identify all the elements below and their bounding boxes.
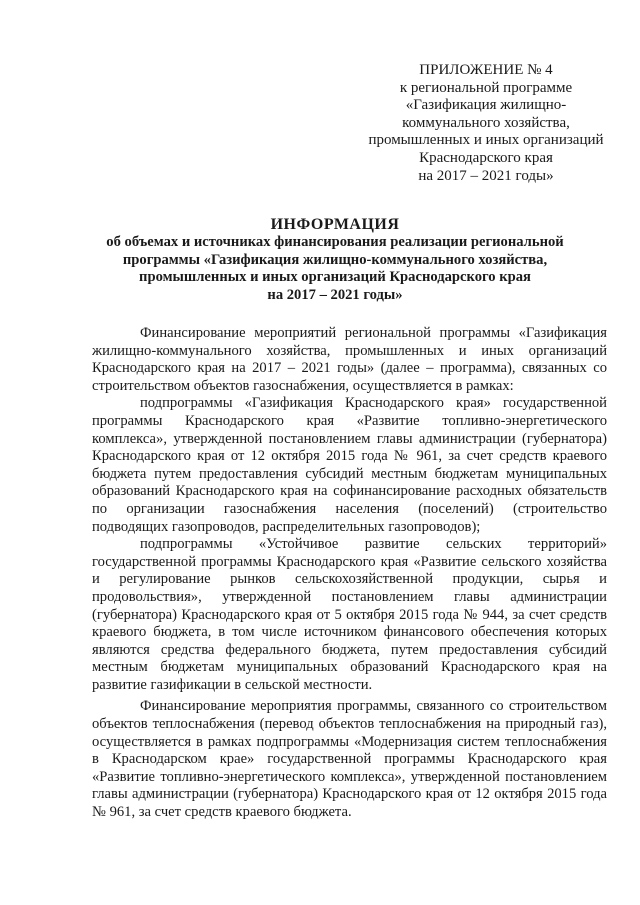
- title-line: об объемах и источниках финансирования реализации региональной: [106, 234, 564, 250]
- appendix-line: коммунального хозяйства,: [402, 114, 570, 131]
- body-paragraph: подпрограммы «Газификация Краснодарского края» государственной программы Краснодарского края «Развитие топливно-энергетического комплекса», утвержденной постановлением главы администрации (губернатора) Краснодарского края от 12 октября 2015 года № 961, за счет средств краевого бюджета путем предоставления субсидий местным бюджетам муниципальных образований Краснодарского края на софинансирование расходных обязательств по организации газоснабжения населения (поселений) (строительство подводящих газопроводов, распределительных газопроводов);: [92, 395, 607, 535]
- body-paragraph: Финансирование мероприятия программы, связанного со строительством объектов теплоснабжения (перевод объектов теплоснабжения на природный газ), осуществляется в рамках подпрограммы «Модернизация систем теплоснабжения в Краснодарском крае» государственной программы Краснодарского края «Развитие топливно-энергетического комплекса», утвержденной постановлением главы администрации (губернатора) Краснодарского края от 12 октября 2015 года № 961, за счет средств краевого бюджета.: [92, 698, 607, 821]
- document-body: [92, 325, 607, 822]
- appendix-line: к региональной программе: [399, 79, 573, 96]
- document-title: [80, 215, 590, 304]
- body-paragraph: Финансирование мероприятий региональной программы «Газификация жилищно-коммунального хозяйства, промышленных и иных организаций Краснодарского края на 2017 – 2021 годы» (далее – программа), связанных со строительством объектов газоснабжения, осуществляется в рамках:: [92, 325, 607, 394]
- appendix-line: ПРИЛОЖЕНИЕ № 4: [419, 62, 553, 78]
- appendix-line: промышленных и иных организаций: [368, 132, 604, 149]
- appendix-line: на 2017 – 2021 годы»: [418, 167, 554, 184]
- title-heading: ИНФОРМАЦИЯ: [270, 216, 400, 233]
- appendix-header: [365, 62, 607, 185]
- title-line: промышленных и иных организаций Краснодарского края: [139, 269, 531, 285]
- body-paragraph: подпрограммы «Устойчивое развитие сельских территорий» государственной программы Краснодарского края «Развитие сельского хозяйства и регулирование рынков сельскохозяйственной продукции, сырья и продовольствия», утвержденной постановлением главы администрации (губернатора) Краснодарского края от 5 октября 2015 года № 944, за счет средств краевого бюджета, в том числе источником финансового обеспечения которых являются средства федерального бюджета, путем предоставления субсидий местным бюджетам муниципальных образований Краснодарского края на развитие газификации в сельской местности.: [92, 536, 607, 693]
- appendix-line: Краснодарского края: [419, 149, 553, 166]
- title-line: на 2017 – 2021 годы»: [267, 286, 403, 303]
- appendix-line: «Газификация жилищно-: [405, 97, 567, 114]
- title-line: программы «Газификация жилищно-коммунального хозяйства,: [122, 251, 548, 268]
